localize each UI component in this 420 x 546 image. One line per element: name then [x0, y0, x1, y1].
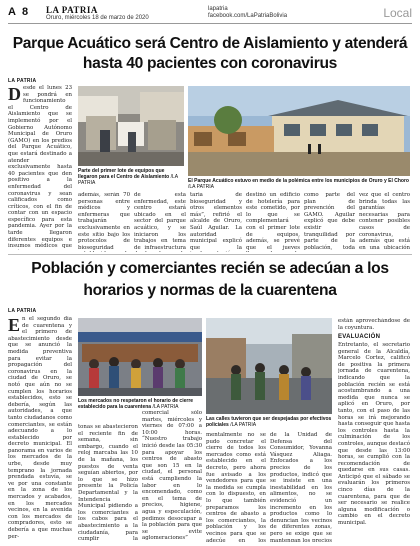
article1-col1: Desde el lunes 23 se pondrá en funcionamiento el Centro de Aislamiento que se implementó por el Gobierno Autónomo Municipal de Oruro (GAMO) en los predios del Parque Acuático, que estará destinado a atender exclusivamente hasta 40 pacientes que den positivo a la enfermedad del coronavirus y sean calificados como críticos, con el fin de contar con un espacio específico para esta pandemia. Ayer por la tarde llegaron diferentes equipos e insumos médicos que — [8, 85, 72, 250]
caption-photo3: Los mercados no respetaron el horario de cierre establecido para la cuarentena /LA PATRIA — [78, 398, 194, 410]
paper-name: LA PATRIA — [46, 5, 98, 15]
article2-col1: En el segundo día de cuarentena y el primero de abastecimiento desde que se anunció la medida preventiva para evitar la propagación del coronavirus en la ciudad de Oruro, se notó que aún no se cumplen los horarios establecidos, esto se debería, según las autoridades, a que tanto ciudadanos como comerciantes, se están adecuando a lo establecido por decreto municipal. El panorama en varios de los mercados de la urbe, desde muy temprano la jornada prendada estuvía, se ve por una constante en la zona de los mercados y acabados, en los mercados vecinos, en la avenida con los mercados de compradores, esto se debería a que muchas per- — [8, 316, 72, 540]
article1-source: LA PATRIA — [8, 78, 37, 84]
article1-col3: de esta enfermedad, este centro estará ubicado en el sector del parque acuático, y se iniciaron los trabajos en tema de infraestructura — [134, 192, 186, 251]
article2-col3: comercial sólo martes, miércoles y viernes de 07:00 a 10:00 horas. “Nuestro trabajo inició desde las 05:30 para apoyar los centros de abasto que son 15 en la ciudad, el personal está cumpliendo la labor en lo encomendado, como en el tema de precios, higiene, agua y especulación, pedimos desocupar a la población para que se evite aglomeraciones” — [142, 410, 202, 542]
article1-col6: como parte del plan de prevención del GAMO. Aguilar explicó que debe existir tranquilidad por parte de la población, toda vez que el centro brinda todas las garantías necesarias para contener posibles casos de coronavirus, además que está en una ubicación — [304, 192, 410, 251]
article1-col2: además, serán 70 personas entre médicos y enfermeras que trabajarán exclusivamente en este sitio bajo los protocolos de bioseguridad — [78, 192, 130, 251]
masthead — [8, 4, 412, 24]
article2-col5: de la Unidad de Defensa del Consumidor, Yovanna Vásquez Aliaga. Enfocados a los precios de los productos, indicó que se insiste en una inestabilidad en los alimentos, no se evidenció un incremento en los productos como lo denuncian los vecinos de diferentes zonas, pero se exige que se mantengan los precios — [270, 432, 332, 542]
photo-police-street — [206, 318, 332, 414]
article2-dropcap: E — [8, 316, 21, 335]
page-number: 8 — [22, 6, 29, 18]
article2-col2: tonas se abastecieron el reciente fin de semana, sin embargo, cuando el reloj marcaba las 10 de la mañana, los puestos de venta seguían abiertos, por lo que se hizo presente la Policía Departamental y la Intendencia Municipal pidiendo a los comerciantes a los cabos para el abastecimiento a la ciudadanía, para cumplir la — [78, 424, 138, 542]
article2-headline: Población y comerciantes recién se adecúan a los horarios y normas de la cuarentena — [31, 260, 389, 299]
caption-photo2: El Parque Acuático estuvo en medio de la polémica entre los municipios de Oruro y El Choro /LA PATRIA — [188, 178, 409, 190]
caption-photo1: Parte del primer lote de equipos que llegaron para el Centro de Aislamiento /LA PATRIA — [78, 168, 178, 186]
photo-equipment-boxes — [78, 86, 184, 166]
article1-col5: destinó un edificio de hotelería para este cometido, por lo que se complementará con el primer lote de equipos, además, se prevé que el jueves — [246, 192, 300, 251]
article1-dropcap: D — [8, 85, 21, 104]
article2-source: LA PATRIA — [8, 308, 37, 314]
photo-market — [78, 318, 202, 396]
section-name: Local — [383, 6, 412, 20]
evaluation-subhead: EVALUACIÓN — [338, 334, 381, 340]
article2-col4: mentalmente no se pudo concretar el cierre de todos los mercados como está establecido en el decreto, pero ahora fue avisado a los vendedores para que la medida se cumpla con lo dispuesto, en lo que también preparamos los centros de abasto a los comerciantes, la población y los vecinos para que se adecúe en los — [206, 432, 266, 542]
caption-photo4: Las calles tuvieron que ser despejadas por efectivos policiales /LA PATRIA — [206, 416, 332, 428]
social-handle: lapatria — [208, 6, 228, 12]
article1-col4: taria de bioseguridad y otros elementos más”, refirió el alcalde de Oruro, Saúl Aguilar. La autoridad municipal explicó que la — [190, 192, 242, 251]
section-letter: A — [8, 6, 16, 18]
evaluation-text: Entretanto, el secretario general de la Alcaldía, Marcelo Cortez, calificó de positiva la primera jornada de cuarentena, indicando que la población recién se está acostumbrando a una medida que nunca se aplicó en Oruro, por tanto, con el paso de las horas se irá mejorando hasta conseguir que hasta los controles hasta la culminación de los controles, aunque destacó que desde las 13:00 horas, se cumplió con la recomendación de quedarse en sus casas. Anticipó que el sábado se evaluarán los primeros cinco días de la cuarentena, para que de ser necesario se realice alguna modificación o cambio en el decreto municipal. — [338, 342, 410, 527]
paper-date: Oruro, miércoles 18 de marzo de 2020 — [46, 15, 149, 21]
article2-col6: están aprovechándose de la coyuntura. — [338, 318, 410, 330]
social-facebook: facebook.com/LaPatriaBolivia — [208, 13, 288, 19]
social-links — [208, 6, 287, 20]
article1-headline: Parque Acuático será Centro de Aislamiento y atenderá hasta 40 pacientes con coronavirus — [12, 35, 408, 72]
photo-aquatic-park — [188, 86, 410, 176]
article-divider — [8, 254, 412, 255]
